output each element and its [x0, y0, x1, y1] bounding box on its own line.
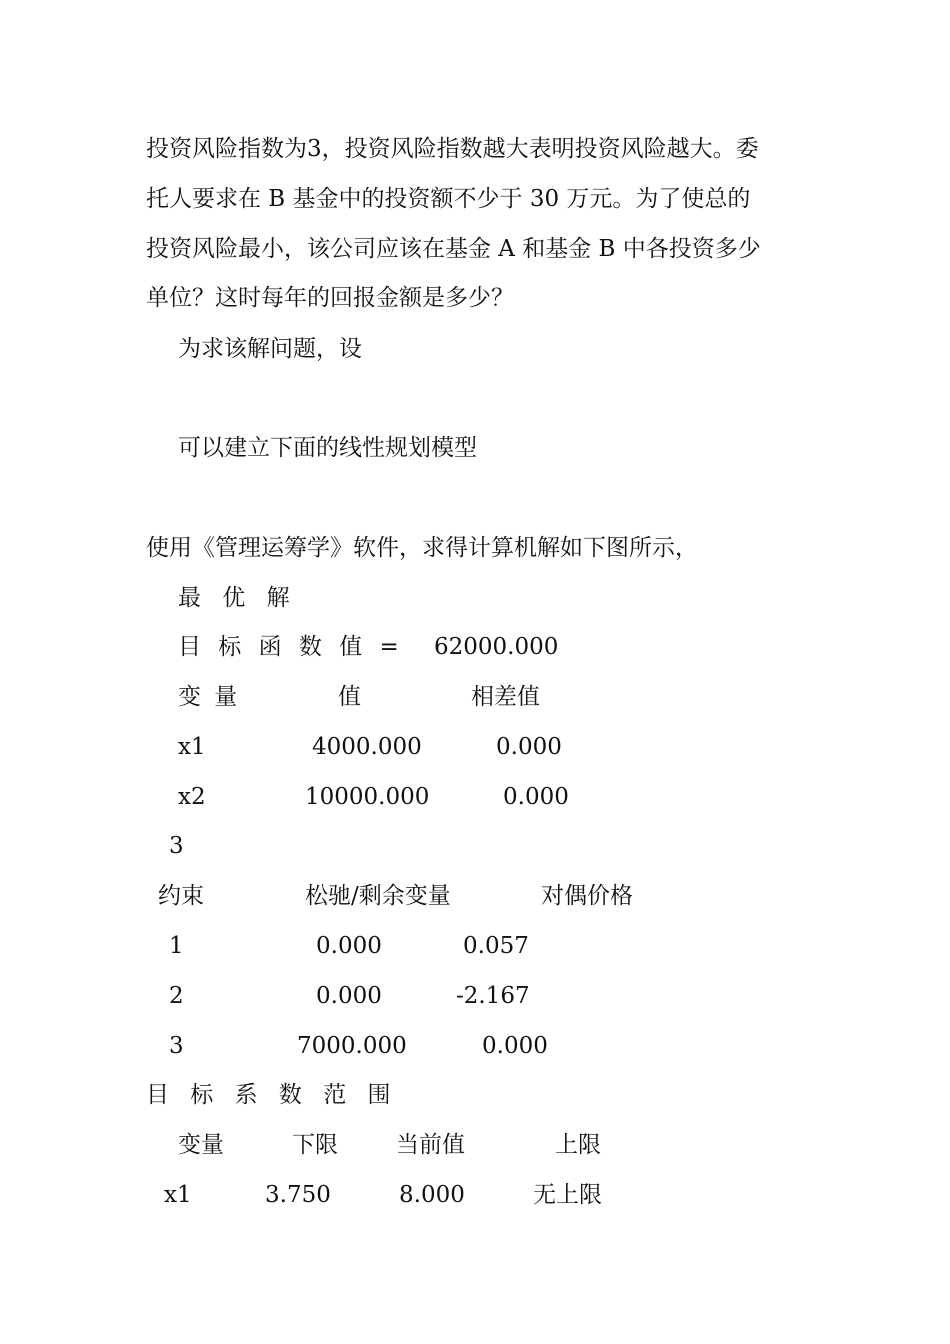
- coef-row-current: 8.000: [399, 1182, 465, 1208]
- constraint-dual: 0.000: [482, 1033, 548, 1059]
- coef-header-lower: 下限: [292, 1132, 338, 1158]
- constraint-dual: 0.057: [463, 933, 529, 959]
- stray-number: 3: [169, 833, 184, 859]
- constraint-slack: 7000.000: [297, 1033, 407, 1059]
- constraint-header-slack: 松驰/剩余变量: [305, 883, 451, 909]
- constraint-header-dual: 对偶价格: [541, 883, 633, 909]
- var-value: 4000.000: [312, 734, 422, 760]
- paragraph-line: 托人要求在 B 基金中的投资额不少于 30 万元。为了使总的: [146, 186, 751, 212]
- var-name: x1: [178, 734, 206, 760]
- paragraph-line: 投资风险最小，该公司应该在基金 A 和基金 B 中各投资多少: [146, 236, 761, 262]
- var-diff: 0.000: [503, 784, 569, 810]
- constraint-id: 3: [169, 1033, 184, 1059]
- paragraph-line: 投资风险指数为3，投资风险指数越大表明投资风险越大。委: [146, 136, 759, 162]
- var-header-value: 值: [338, 684, 361, 710]
- constraint-dual: -2.167: [456, 983, 530, 1009]
- objective-label: 目 标 函 数 值 =: [178, 634, 404, 660]
- coef-row-lower: 3.750: [265, 1182, 331, 1208]
- var-header-name: 变 量: [178, 684, 241, 710]
- solution-title: 最 优 解: [178, 585, 297, 611]
- constraint-id: 2: [169, 983, 184, 1009]
- coef-row-upper: 无上限: [533, 1182, 602, 1208]
- var-diff: 0.000: [496, 734, 562, 760]
- paragraph-line: 单位？这时每年的回报金额是多少？: [146, 285, 514, 311]
- var-name: x2: [178, 784, 206, 810]
- coef-header-current: 当前值: [396, 1132, 465, 1158]
- var-value: 10000.000: [305, 784, 430, 810]
- paragraph-text: 可以建立下面的线性规划模型: [178, 435, 477, 461]
- constraint-header-id: 约束: [158, 883, 204, 909]
- coef-header-upper: 上限: [555, 1132, 601, 1158]
- coef-range-title: 目 标 系 数 范 围: [146, 1082, 398, 1108]
- paragraph-text: 使用《管理运筹学》软件，求得计算机解如下图所示，: [146, 535, 698, 561]
- objective-value: 62000.000: [434, 634, 559, 660]
- constraint-slack: 0.000: [316, 983, 382, 1009]
- paragraph-text: 为求该解问题，设: [178, 336, 362, 362]
- var-header-diff: 相差值: [471, 684, 540, 710]
- coef-row-var: x1: [164, 1182, 192, 1208]
- constraint-id: 1: [169, 933, 184, 959]
- coef-header-var: 变量: [178, 1132, 224, 1158]
- constraint-slack: 0.000: [316, 933, 382, 959]
